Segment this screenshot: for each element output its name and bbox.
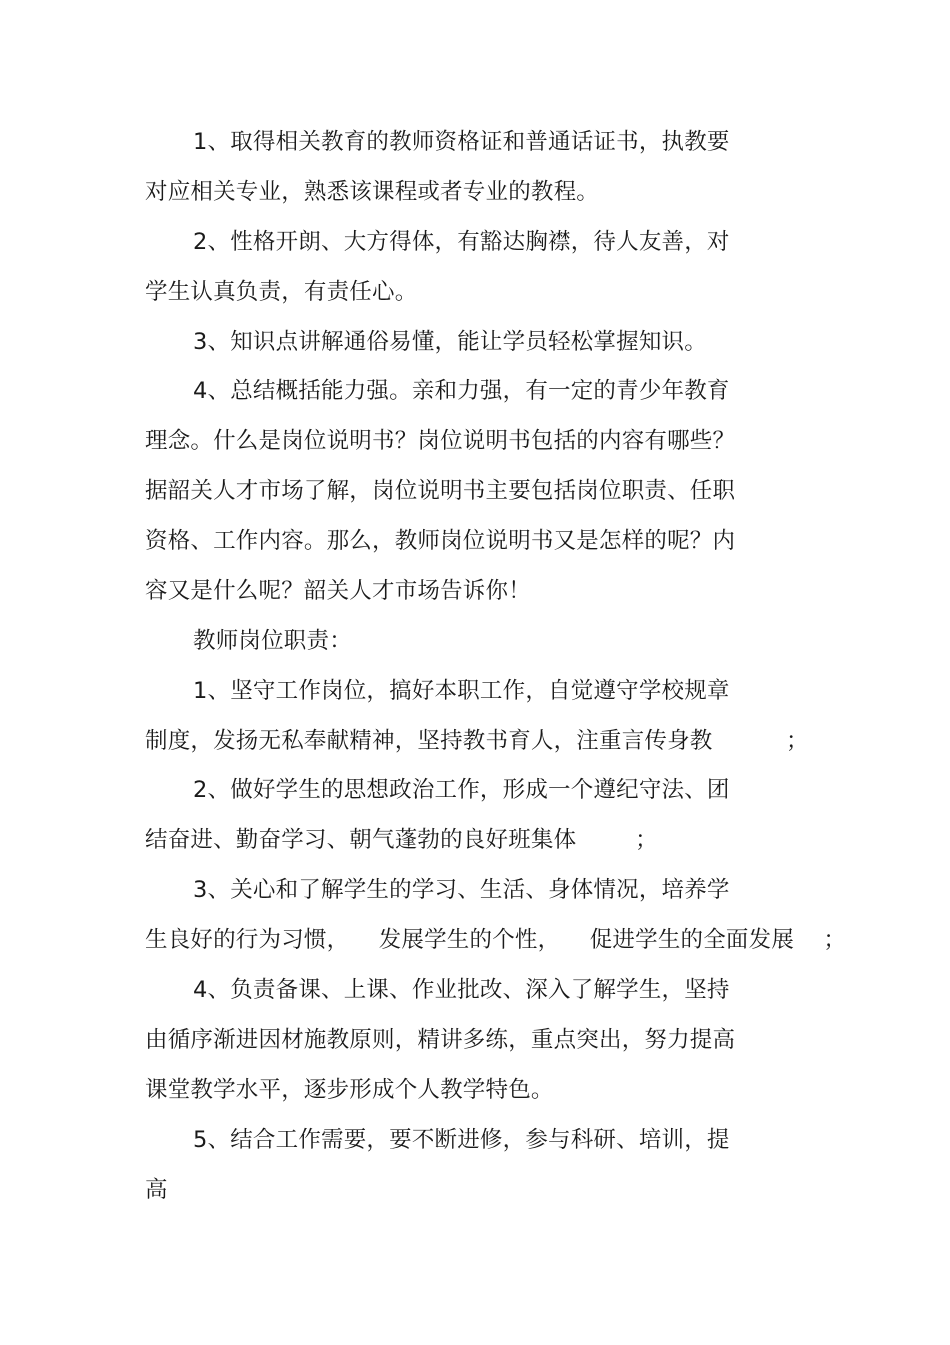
- paragraph-4-line-5: 容又是什么呢？韶关人才市场告诉你！: [145, 578, 531, 604]
- duty-2-line-1: 2、做好学生的思想政治工作，形成一个遵纪守法、团: [193, 777, 730, 803]
- paragraph-4-line-1: 4、总结概括能力强。亲和力强，有一定的青少年教育: [193, 378, 730, 404]
- paragraph-1-line-1: 1、取得相关教育的教师资格证和普通话证书，执教要: [193, 129, 730, 155]
- paragraph-4-line-3: 据韶关人才市场了解，岗位说明书主要包括岗位职责、任职: [145, 478, 736, 504]
- duty-4-line-2: 由循序渐进因材施教原则，精讲多练，重点突出，努力提高: [145, 1027, 736, 1053]
- duty-4-line-3: 课堂教学水平，逐步形成个人教学特色。: [145, 1077, 554, 1103]
- paragraph-4-line-4: 资格、工作内容。那么，教师岗位说明书又是怎样的呢？内: [145, 528, 736, 554]
- duty-1-line-1: 1、坚守工作岗位，搞好本职工作，自觉遵守学校规章: [193, 678, 730, 704]
- section-heading: 教师岗位职责：: [193, 628, 352, 654]
- duty-5-line-2: 高: [145, 1177, 168, 1203]
- paragraph-3-line-1: 3、知识点讲解通俗易懂，能让学员轻松掌握知识。: [193, 329, 707, 355]
- paragraph-2-line-1: 2、性格开朗、大方得体，有豁达胸襟，待人友善，对: [193, 229, 730, 255]
- duty-4-line-1: 4、负责备课、上课、作业批改、深入了解学生，坚持: [193, 977, 730, 1003]
- paragraph-4-line-2: 理念。什么是岗位说明书？岗位说明书包括的内容有哪些？: [145, 428, 736, 454]
- duty-1-line-2: 制度，发扬无私奉献精神，坚持教书育人，注重言传身教 ；: [145, 728, 809, 754]
- paragraph-1-line-2: 对应相关专业，熟悉该课程或者专业的教程。: [145, 179, 600, 205]
- duty-2-line-2: 结奋进、勤奋学习、朝气蓬勃的良好班集体 ；: [145, 827, 658, 853]
- duty-3-line-2: 生良好的行为习惯， 发展学生的个性， 促进学生的全面发展 ；: [145, 927, 847, 953]
- paragraph-2-line-2: 学生认真负责，有责任心。: [145, 279, 418, 305]
- duty-5-line-1: 5、结合工作需要，要不断进修，参与科研、培训，提: [193, 1127, 730, 1153]
- duty-3-line-1: 3、关心和了解学生的学习、生活、身体情况，培养学: [193, 877, 730, 903]
